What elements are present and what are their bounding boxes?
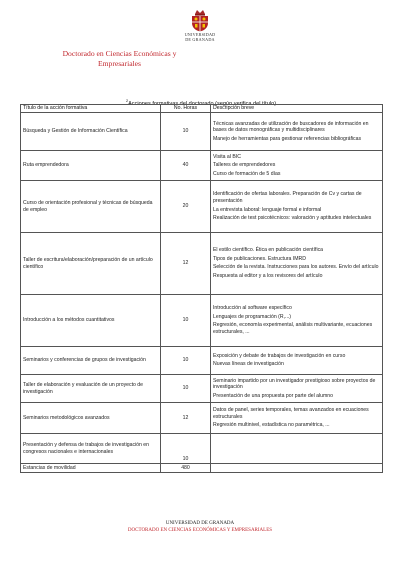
column-header-hours: No. Horas — [161, 105, 211, 113]
description-line: Exposición y debate de trabajos de investigación en curso — [213, 352, 346, 359]
column-header-title: Título de la acción formativa — [21, 105, 161, 113]
action-title: Seminarios metodológicos avanzados — [21, 403, 161, 434]
action-title: Seminarios y conferencias de grupos de investigación — [21, 347, 161, 375]
training-actions-table — [20, 104, 383, 473]
description-line: Regresión multinivel, estadística no paramétrica, ... — [213, 422, 330, 429]
program-title: Doctorado en Ciencias Económicas y Empresariales — [62, 49, 177, 69]
description-line: Visita al BIC — [213, 153, 241, 160]
university-name-line2: DE GRANADA — [185, 37, 215, 42]
description-line: Datos de panel, series temporales, temas avanzados en ecuaciones estructurales — [213, 407, 369, 420]
action-description — [211, 113, 383, 151]
action-title: Presentación y defensa de trabajos de investigación en congresos nacionales e internacionales — [21, 434, 161, 464]
action-hours: 10 — [161, 113, 211, 151]
description-line: Identificación de ofertas laborales. Preparación de Cv y cartas de presentación — [213, 191, 362, 204]
action-description — [211, 233, 383, 295]
description-line: Curso de formación de 5 días — [213, 170, 281, 177]
footer-university: UNIVERSIDAD DE GRANADA — [165, 521, 235, 526]
description-line: Lenguajes de programación (R,...) — [213, 313, 292, 320]
action-description — [211, 464, 383, 473]
action-hours: 10 — [161, 295, 211, 347]
action-title: Taller de escritura/elaboración/preparación de un artículo científico — [21, 233, 161, 295]
description-line: Selección de la revista. Instrucciones para los autores. Envío del artículo — [213, 264, 379, 271]
footer-program: DOCTORADO EN CIENCIAS ECONÓMICAS Y EMPRESARIALES — [127, 528, 273, 533]
description-line: La entrevista laboral: lenguaje formal e informal — [213, 206, 322, 213]
description-line: Manejo de herramientas para gestionar referencias bibliográficas — [213, 135, 362, 142]
caption-footnote-marker: 2 — [125, 99, 129, 103]
action-description — [211, 295, 383, 347]
table-row — [21, 295, 383, 347]
caption-text: Acciones formativas del doctorado (según verifica del título) — [128, 100, 277, 107]
action-title: Búsqueda y Gestión de Información Científica — [21, 113, 161, 151]
table-row — [21, 464, 383, 473]
university-logo — [155, 8, 245, 42]
description-line: Nuevas líneas de investigación — [213, 361, 284, 368]
action-description — [211, 434, 383, 464]
action-hours: 480 — [161, 464, 211, 473]
table-row — [21, 151, 383, 181]
action-hours: 20 — [161, 181, 211, 233]
table-header-row — [21, 105, 383, 113]
action-description — [211, 181, 383, 233]
table-row — [21, 347, 383, 375]
university-name-line1: UNIVERSIDAD — [184, 32, 216, 37]
action-title: Ruta emprendedora — [21, 151, 161, 181]
table-row — [21, 113, 383, 151]
description-line: Tipos de publicaciones. Estructura IMRD — [213, 255, 306, 262]
description-line: Técnicas avanzadas de utilización de buscadores de información en bases de datos monográficas y multidisciplinares — [213, 120, 369, 134]
table-row — [21, 181, 383, 233]
action-title: Curso de orientación profesional y técnicas de búsqueda de empleo — [21, 181, 161, 233]
action-hours: 40 — [161, 151, 211, 181]
table-row — [21, 233, 383, 295]
column-header-description: Descripción breve — [211, 105, 383, 113]
action-title: Estancias de movilidad — [21, 464, 161, 473]
description-line: Regresión, economía experimental, análisis multivariante, ecuaciones estructurales, ... — [213, 322, 373, 335]
description-line: Realización de test psicotécnicos: valoración y aptitudes intelectuales — [213, 215, 372, 221]
action-description — [211, 403, 383, 434]
action-title: Taller de elaboración y evaluación de un proyecto de investigación — [21, 375, 161, 403]
action-hours: 12 — [161, 233, 211, 295]
description-line: Respuesta al editor y a los revisores del artículo — [213, 272, 323, 279]
action-description — [211, 347, 383, 375]
description-line: Seminario impartido por un investigador prestigioso sobre proyectos de investigación — [213, 377, 376, 391]
table-row — [21, 375, 383, 403]
action-hours: 10 — [161, 434, 211, 464]
description-line: Presentación de una propuesta por parte del alumno — [213, 392, 334, 399]
action-title: Introducción a los métodos cuantitativos — [21, 295, 161, 347]
table-row — [21, 434, 383, 464]
description-line: El estilo científico. Ética en publicación científica — [213, 247, 324, 254]
description-line: Introducción al software específico — [213, 305, 292, 312]
university-crest-icon — [189, 8, 211, 32]
action-hours: 10 — [161, 375, 211, 403]
action-hours: 12 — [161, 403, 211, 434]
table-row — [21, 403, 383, 434]
action-hours: 10 — [161, 347, 211, 375]
action-description — [211, 151, 383, 181]
action-description — [211, 375, 383, 403]
description-line: Talleres de emprendedores — [213, 162, 276, 169]
